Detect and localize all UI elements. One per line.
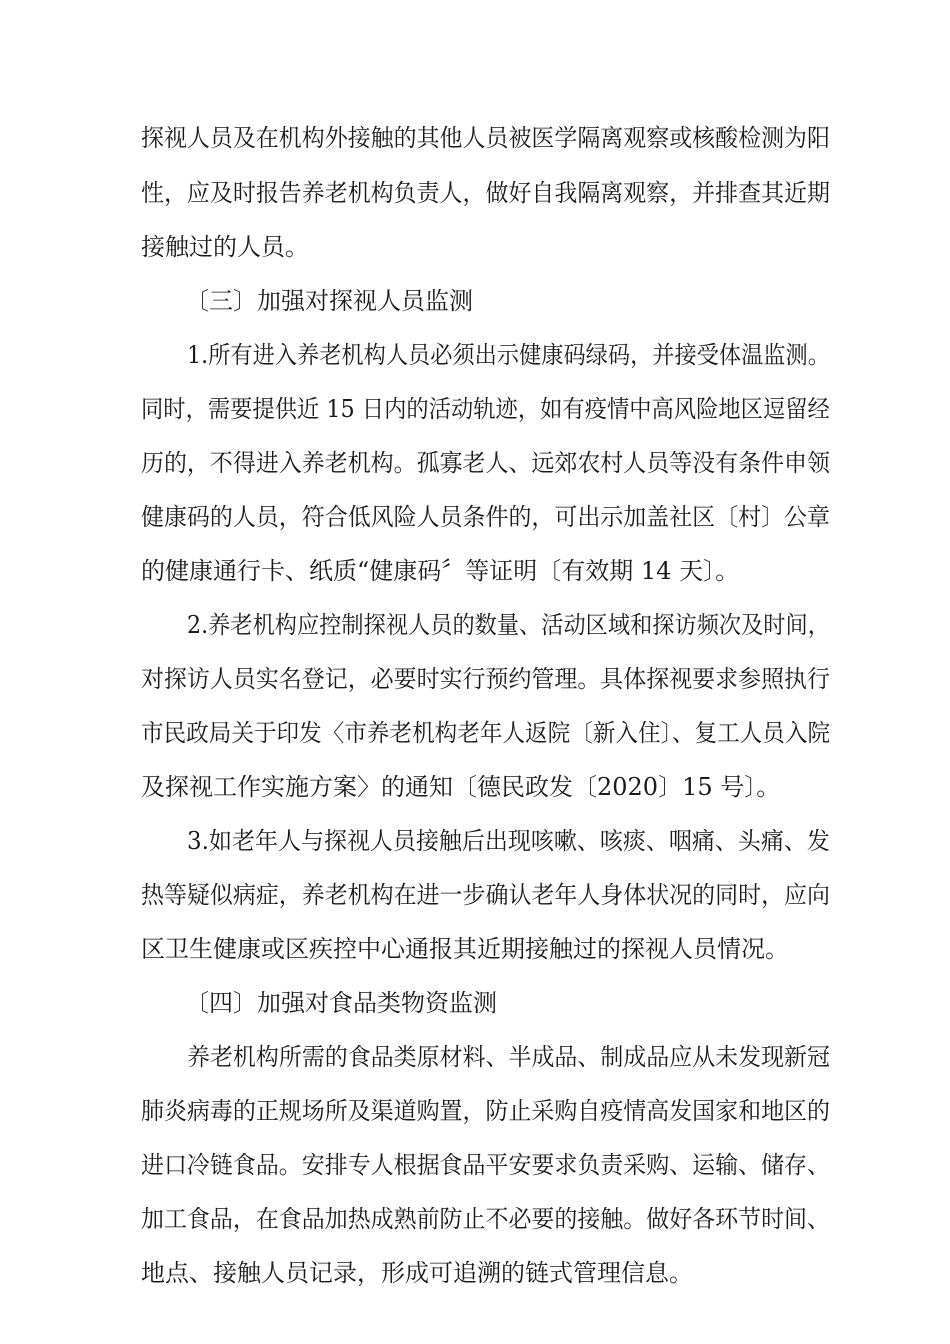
text-line: 健康码的人员，符合低风险人员条件的，可出示加盖社区〔村〕公章 bbox=[141, 503, 830, 531]
text-line: 接触过的人员。 bbox=[141, 233, 309, 261]
text-line: 对探访人员实名登记，必要时实行预约管理。具体探视要求参照执行 bbox=[141, 665, 830, 693]
text-line: 同时，需要提供近 15 日内的活动轨迹，如有疫情中高风险地区逗留经 bbox=[141, 395, 830, 423]
text-line: 及探视工作实施方案〉的通知〔德民政发〔2020〕15 号〕。 bbox=[141, 773, 781, 801]
text-line: 加工食品，在食品加热成熟前防止不必要的接触。做好各环节时间、 bbox=[141, 1205, 830, 1233]
text-line: 市民政局关于印发〈市养老机构老年人返院〔新入住〕、复工人员入院 bbox=[141, 719, 831, 747]
text-line: 区卫生健康或区疾控中心通报其近期接触过的探视人员情况。 bbox=[141, 935, 789, 963]
section-heading: 〔三〕加强对探视人员监测 bbox=[185, 287, 473, 315]
text-line: 1.所有进入养老机构人员必须出示健康码绿码，并接受体温监测。 bbox=[187, 341, 830, 369]
text-line: 的健康通行卡、纸质“健康码〞等证明〔有效期 14 天〕。 bbox=[141, 557, 740, 585]
text-line: 历的，不得进入养老机构。孤寡老人、远郊农村人员等没有条件申领 bbox=[141, 449, 830, 477]
text-line: 进口冷链食品。安排专人根据食品平安要求负责采购、运输、储存、 bbox=[141, 1151, 830, 1179]
text-line: 热等疑似病症，养老机构在进一步确认老年人身体状况的同时，应向 bbox=[141, 881, 830, 909]
text-line: 地点、接触人员记录，形成可追溯的链式管理信息。 bbox=[141, 1259, 693, 1287]
text-line: 3.如老年人与探视人员接触后出现咳嗽、咳痰、咽痛、头痛、发 bbox=[187, 827, 830, 855]
text-line: 性，应及时报告养老机构负责人，做好自我隔离观察，并排查其近期 bbox=[141, 179, 830, 207]
text-line: 探视人员及在机构外接触的其他人员被医学隔离观察或核酸检测为阳 bbox=[141, 124, 830, 152]
text-line: 2.养老机构应控制探视人员的数量、活动区域和探访频次及时间， bbox=[187, 611, 830, 639]
section-heading: 〔四〕加强对食品类物资监测 bbox=[185, 989, 497, 1017]
text-line: 肺炎病毒的正规场所及渠道购置，防止采购自疫情高发国家和地区的 bbox=[141, 1097, 830, 1125]
text-line: 养老机构所需的食品类原材料、半成品、制成品应从未发现新冠 bbox=[187, 1043, 830, 1071]
